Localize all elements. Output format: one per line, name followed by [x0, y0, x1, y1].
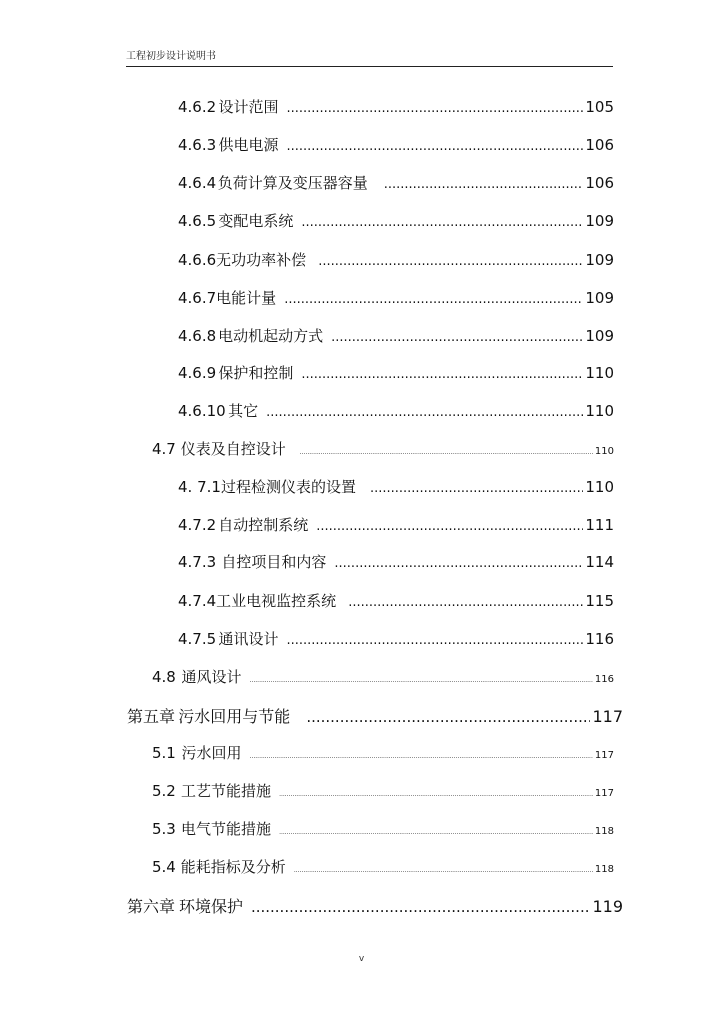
toc-title: 电气节能措施 [181, 820, 272, 838]
toc-number: 4.7.5 [178, 630, 217, 648]
page-number: v [358, 954, 365, 964]
toc-leader [279, 791, 593, 798]
toc-leader [301, 367, 583, 382]
toc-page-number: 106 [585, 136, 614, 154]
toc-page-number: 116 [594, 674, 614, 685]
toc-chapter-number: 第六章 [127, 897, 176, 916]
toc-number: 4.6.5 [178, 212, 217, 230]
toc-title: 保护和控制 [218, 364, 294, 382]
document-title: 工程初步设计说明书 [126, 51, 216, 62]
toc-title: 工业电视监控系统 [216, 592, 337, 610]
toc-number: 5.2 [152, 782, 176, 800]
toc-page-number: 110 [594, 446, 614, 457]
toc-number: 4.7.3 [178, 553, 217, 571]
toc-entry[interactable] [178, 134, 614, 158]
toc-page-number: 110 [585, 364, 614, 382]
toc-entry[interactable] [178, 96, 614, 120]
toc-entry[interactable] [152, 856, 614, 880]
toc-number: 4.7.4 [178, 592, 217, 610]
toc-number: 4.6.10 [178, 402, 226, 420]
toc-leader [318, 254, 583, 269]
toc-title: 电动机起动方式 [218, 327, 324, 345]
toc-chapter-entry[interactable] [127, 704, 623, 728]
toc-page-number: 115 [585, 592, 614, 610]
toc-entry[interactable] [178, 551, 614, 575]
toc-page-number: 116 [585, 630, 614, 648]
toc-page-number: 110 [585, 402, 614, 420]
toc-title: 仪表及自控设计 [180, 440, 286, 458]
toc-entry[interactable] [178, 287, 614, 311]
toc-leader [294, 867, 593, 874]
toc-entry[interactable] [178, 249, 614, 273]
toc-title: 通讯设计 [218, 630, 279, 648]
toc-leader [250, 753, 593, 760]
toc-title: 通风设计 [181, 668, 242, 686]
toc-page-number: 111 [585, 516, 614, 534]
toc-number: 4. 7.1 [178, 478, 221, 496]
toc-leader [284, 292, 583, 307]
toc-page-number: 119 [592, 897, 623, 916]
toc-page-number: 109 [585, 212, 614, 230]
toc-number: 4.6.8 [178, 327, 217, 345]
toc-number: 4.6.7 [178, 289, 217, 307]
toc-page-number: 114 [585, 553, 614, 571]
toc-title: 变配电系统 [218, 212, 294, 230]
toc-page-number: 117 [594, 750, 614, 761]
toc-title: 污水回用与节能 [178, 707, 291, 726]
toc-page-number: 109 [585, 251, 614, 269]
toc-title: 其它 [228, 402, 259, 420]
toc-entry[interactable] [178, 514, 614, 538]
toc-leader [300, 449, 593, 456]
page-header [126, 50, 613, 67]
toc-title: 过程检测仪表的设置 [220, 478, 356, 496]
toc-page-number: 118 [594, 826, 614, 837]
toc-entry[interactable] [178, 210, 614, 234]
toc-entry[interactable] [152, 742, 614, 766]
toc-number: 4.6.2 [178, 98, 217, 116]
toc-leader [370, 481, 583, 496]
toc-number: 4.8 [152, 668, 176, 686]
toc-page-number: 118 [594, 864, 614, 875]
toc-entry[interactable] [152, 780, 614, 804]
page-footer [0, 954, 723, 964]
toc-number: 5.1 [152, 744, 176, 762]
toc-leader [251, 898, 591, 916]
toc-leader [286, 633, 583, 648]
toc-title: 工艺节能措施 [181, 782, 272, 800]
toc-title: 自动控制系统 [218, 516, 309, 534]
toc-leader [279, 829, 593, 836]
toc-leader [331, 330, 583, 345]
toc-entry[interactable] [152, 438, 614, 462]
toc-entry[interactable] [152, 818, 614, 842]
toc-title: 电能计量 [216, 289, 277, 307]
toc-page-number: 117 [594, 788, 614, 799]
toc-chapter-number: 第五章 [127, 707, 176, 726]
toc-number: 5.3 [152, 820, 176, 838]
toc-leader [286, 101, 583, 116]
toc-leader [384, 177, 584, 192]
toc-entry[interactable] [152, 666, 614, 690]
toc-number: 4.6.9 [178, 364, 217, 382]
toc-number: 4.6.6 [178, 251, 217, 269]
toc-leader [316, 519, 583, 534]
toc-title: 负荷计算及变压器容量 [217, 174, 368, 192]
toc-leader [348, 595, 583, 610]
toc-page-number: 117 [592, 707, 623, 726]
toc-leader [301, 215, 583, 230]
toc-chapter-entry[interactable] [127, 894, 623, 918]
toc-number: 4.6.3 [178, 136, 217, 154]
toc-page-number: 109 [585, 327, 614, 345]
toc-title: 能耗指标及分析 [180, 858, 286, 876]
toc-page-number: 105 [585, 98, 614, 116]
toc-title: 自控项目和内容 [221, 553, 327, 571]
toc-entry[interactable] [178, 325, 614, 349]
toc-entry[interactable] [178, 476, 614, 500]
toc-leader [286, 139, 583, 154]
toc-title: 无功功率补偿 [216, 251, 307, 269]
toc-entry[interactable] [178, 362, 614, 386]
toc-title: 设计范围 [218, 98, 279, 116]
toc-leader [306, 708, 590, 726]
toc-title: 污水回用 [181, 744, 242, 762]
toc-entry[interactable] [178, 628, 614, 652]
toc-number: 4.7 [152, 440, 176, 458]
toc-entry[interactable] [178, 172, 614, 196]
toc-number: 5.4 [152, 858, 176, 876]
toc-page-number: 106 [585, 174, 614, 192]
toc-entry[interactable] [178, 590, 614, 614]
toc-title: 环境保护 [178, 897, 243, 916]
toc-entry[interactable] [178, 400, 614, 424]
toc-title: 供电电源 [218, 136, 279, 154]
toc-page-number: 110 [585, 478, 614, 496]
toc-leader [250, 677, 593, 684]
toc-number: 4.7.2 [178, 516, 217, 534]
toc-page-number: 109 [585, 289, 614, 307]
toc-leader [334, 556, 583, 571]
toc-leader [266, 405, 583, 420]
toc-number: 4.6.4 [178, 174, 217, 192]
